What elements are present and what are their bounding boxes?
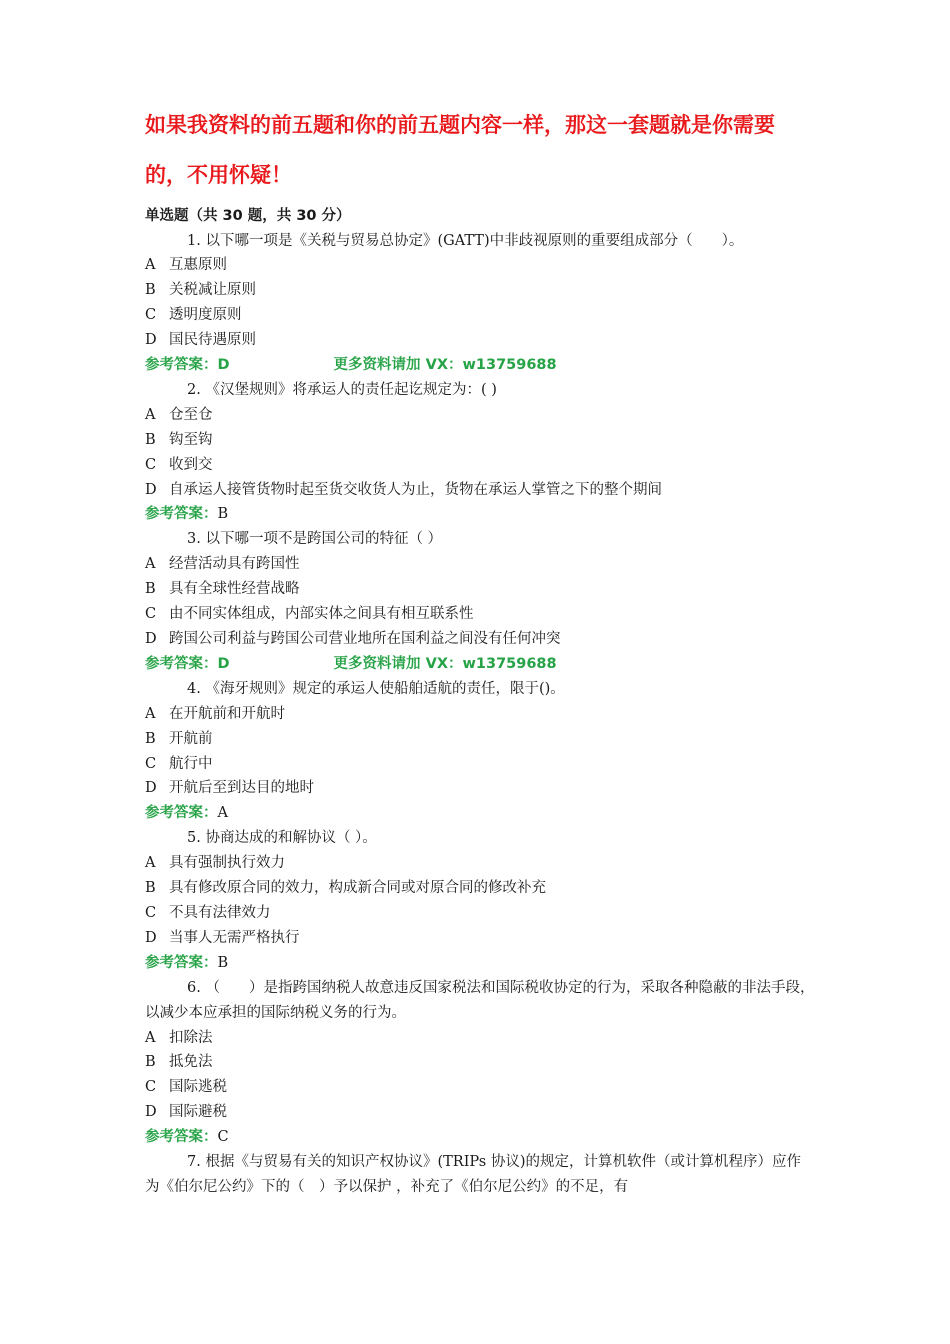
option-letter: C bbox=[145, 755, 157, 772]
option-text: 收到交 bbox=[169, 456, 213, 473]
option-text: 当事人无需严格执行 bbox=[169, 929, 300, 946]
option-row bbox=[145, 1075, 815, 1100]
answer-value: D bbox=[217, 357, 230, 374]
option-letter: A bbox=[145, 556, 156, 573]
option-text: 具有全球性经营战略 bbox=[169, 581, 300, 598]
option-letter: B bbox=[145, 282, 156, 299]
option-letter: B bbox=[145, 1054, 156, 1071]
option-row bbox=[145, 453, 815, 478]
option-text: 抵免法 bbox=[169, 1054, 213, 1071]
document-page bbox=[145, 100, 815, 1200]
option-letter: C bbox=[145, 456, 157, 473]
option-text: 扣除法 bbox=[169, 1029, 213, 1046]
option-letter: A bbox=[145, 406, 156, 423]
answer-label: 参考答案： bbox=[145, 357, 218, 374]
option-letter: A bbox=[145, 257, 156, 274]
option-row bbox=[145, 577, 815, 602]
answer-label: 参考答案： bbox=[145, 506, 218, 523]
option-row bbox=[145, 328, 815, 353]
question-list bbox=[145, 229, 815, 1200]
option-letter: C bbox=[145, 307, 157, 324]
answer-line bbox=[145, 353, 815, 378]
option-text: 国际逃税 bbox=[169, 1079, 227, 1096]
question-block bbox=[145, 527, 815, 676]
option-letter: D bbox=[145, 780, 157, 797]
option-row bbox=[145, 851, 815, 876]
option-text: 航行中 bbox=[169, 755, 213, 772]
option-row bbox=[145, 876, 815, 901]
option-letter: D bbox=[145, 929, 157, 946]
option-row bbox=[145, 278, 815, 303]
question-stem: 7. 根据《与贸易有关的知识产权协议》(TRIPs 协议)的规定，计算机软件（或计算机程序）应作为《伯尔尼公约》下的（ ）予以保护 ，补充了《伯尔尼公约》的不足，有 bbox=[145, 1154, 801, 1195]
option-text: 开航前 bbox=[169, 730, 213, 747]
option-letter: C bbox=[145, 1079, 157, 1096]
answer-value: A bbox=[217, 805, 228, 822]
question-block bbox=[145, 229, 815, 378]
option-row bbox=[145, 901, 815, 926]
question-block bbox=[145, 677, 815, 826]
option-row bbox=[145, 1050, 815, 1075]
option-text: 国民待遇原则 bbox=[169, 332, 256, 349]
option-letter: B bbox=[145, 431, 156, 448]
option-text: 在开航前和开航时 bbox=[169, 705, 285, 722]
option-row bbox=[145, 752, 815, 777]
option-text: 仓至仓 bbox=[169, 406, 213, 423]
question-stem: 6. （ ）是指跨国纳税人故意违反国家税法和国际税收协定的行为，采取各种隐蔽的非法手段，以减少本应承担的国际纳税义务的行为。 bbox=[145, 979, 815, 1021]
option-letter: A bbox=[145, 855, 156, 872]
answer-label: 参考答案： bbox=[145, 655, 218, 672]
option-row bbox=[145, 1100, 815, 1125]
option-row bbox=[145, 776, 815, 801]
promo-text: 更多资料请加 VX：w13759688 bbox=[333, 655, 557, 672]
answer-value: B bbox=[217, 506, 229, 523]
answer-label: 参考答案： bbox=[145, 954, 218, 971]
option-row bbox=[145, 627, 815, 652]
option-text: 国际避税 bbox=[169, 1104, 227, 1121]
option-row bbox=[145, 702, 815, 727]
option-letter: B bbox=[145, 730, 156, 747]
option-text: 关税减让原则 bbox=[169, 282, 256, 299]
answer-value: C bbox=[217, 1129, 229, 1146]
option-text: 不具有法律效力 bbox=[169, 904, 271, 921]
question-stem: 3. 以下哪一项不是跨国公司的特征（ ） bbox=[187, 531, 443, 548]
option-letter: D bbox=[145, 481, 157, 498]
option-text: 经营活动具有跨国性 bbox=[169, 556, 300, 573]
question-block bbox=[145, 976, 815, 1150]
option-row bbox=[145, 727, 815, 752]
option-text: 互惠原则 bbox=[169, 257, 227, 274]
option-letter: B bbox=[145, 880, 156, 897]
option-text: 透明度原则 bbox=[169, 307, 242, 324]
question-stem: 4. 《海牙规则》规定的承运人使船舶适航的责任，限于()。 bbox=[187, 680, 565, 697]
option-row bbox=[145, 602, 815, 627]
answer-line bbox=[145, 801, 815, 826]
option-letter: A bbox=[145, 705, 156, 722]
answer-line bbox=[145, 502, 815, 527]
question-stem: 5. 协商达成的和解协议（ ）。 bbox=[187, 830, 377, 847]
answer-value: B bbox=[217, 954, 229, 971]
option-text: 具有强制执行效力 bbox=[169, 855, 285, 872]
option-letter: D bbox=[145, 1104, 157, 1121]
option-letter: A bbox=[145, 1029, 156, 1046]
option-row bbox=[145, 403, 815, 428]
option-row bbox=[145, 926, 815, 951]
answer-line bbox=[145, 652, 815, 677]
question-block bbox=[145, 378, 815, 527]
option-text: 由不同实体组成，内部实体之间具有相互联系性 bbox=[169, 606, 474, 623]
question-block bbox=[145, 1150, 815, 1200]
option-text: 开航后至到达目的地时 bbox=[169, 780, 314, 797]
option-row bbox=[145, 1026, 815, 1051]
option-letter: C bbox=[145, 904, 157, 921]
option-text: 钩至钩 bbox=[169, 431, 213, 448]
answer-label: 参考答案： bbox=[145, 1129, 218, 1146]
answer-line bbox=[145, 1125, 815, 1150]
option-row bbox=[145, 478, 815, 503]
option-letter: D bbox=[145, 332, 157, 349]
option-text: 跨国公司利益与跨国公司营业地所在国利益之间没有任何冲突 bbox=[169, 631, 561, 647]
option-text: 自承运人接管货物时起至货交收货人为止，货物在承运人掌管之下的整个期间 bbox=[169, 481, 662, 498]
question-stem: 2. 《汉堡规则》将承运人的责任起讫规定为：( ) bbox=[187, 381, 497, 398]
answer-label: 参考答案： bbox=[145, 805, 218, 822]
question-block bbox=[145, 826, 815, 975]
promo-text: 更多资料请加 VX：w13759688 bbox=[333, 357, 557, 374]
option-row bbox=[145, 303, 815, 328]
option-letter: C bbox=[145, 606, 157, 623]
notice-heading: 如果我资料的前五题和你的前五题内容一样，那这一套题就是你需要的，不用怀疑！ bbox=[145, 113, 775, 187]
question-stem: 1. 以下哪一项是《关税与贸易总协定》(GATT)中非歧视原则的重要组成部分（ ）。 bbox=[187, 232, 744, 249]
option-row bbox=[145, 552, 815, 577]
answer-value: D bbox=[217, 655, 230, 672]
answer-line bbox=[145, 951, 815, 976]
option-row bbox=[145, 253, 815, 278]
option-text: 具有修改原合同的效力，构成新合同或对原合同的修改补充 bbox=[169, 880, 546, 897]
section-title: 单选题（共 30 题，共 30 分） bbox=[145, 208, 351, 224]
option-letter: D bbox=[145, 631, 157, 647]
option-letter: B bbox=[145, 581, 156, 598]
option-row bbox=[145, 428, 815, 453]
